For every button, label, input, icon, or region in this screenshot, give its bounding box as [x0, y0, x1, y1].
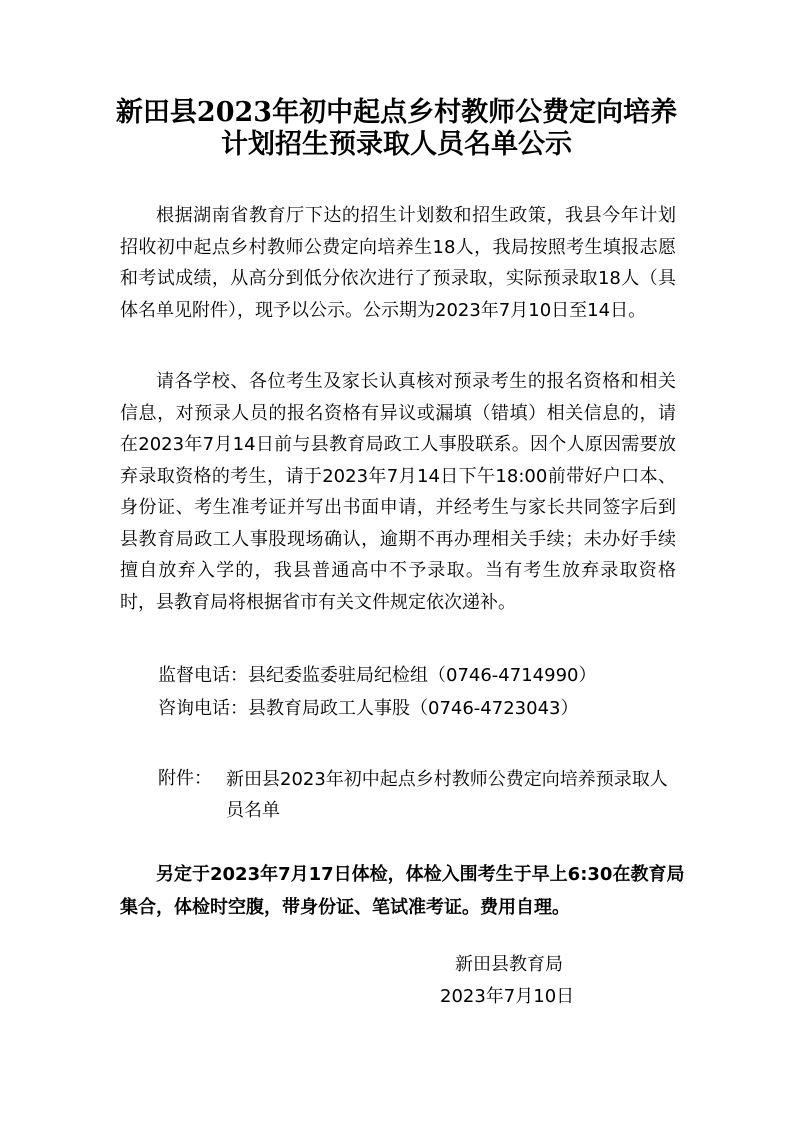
paragraph-announcement: 根据湖南省教育厅下达的招生计划数和招生政策，我县今年计划招收初中起点乡村教师公费定向培养生18人，我局按照考生填报志愿和考试成绩，从高分到低分依次进行了预录取，实际预录取18人（具体名单见附件），现予以公示。公示期为2023年7月10日至14日。 [120, 205, 676, 321]
physical-exam-notice: 另定于2023年7月17日体检，体检入围考生于早上6:30在教育局集合，体检时空腹，带身份证、笔试准考证。费用自理。 [120, 864, 685, 918]
document-title-line2: 计划招生预录取人员名单公示 [221, 129, 572, 160]
supervise-phone: 监督电话：县纪委监委驻局纪检组（0746-4714990） [158, 665, 597, 686]
paragraph-instructions: 请各学校、各位考生及家长认真核对预录考生的报名资格和相关信息，对预录人员的报名资格有异议或漏填（错填）相关信息的，请在2023年7月14日前与县教育局政工人事股联系。因个人原因需要放弃录取资格的考生，请于2023年7月14日下午18:00前带好户口本、身份证、考生准考证并写出书面申请，并经考生与家长共同签字后到县教育局政工人事股现场确认，逾期不再办理相关手续；未办好手续擅自放弃入学的，我县普通高中不予录取。当有考生放弃录取资格时，县教育局将根据省市有关文件规定依次递补。 [120, 371, 676, 613]
attachment-text: 新田县2023年初中起点乡村教师公费定向培养预录取人员名单 [226, 769, 668, 821]
consult-phone: 咨询电话：县教育局政工人事股（0746-4723043） [158, 698, 579, 719]
attachment-label: 附件： [158, 768, 212, 789]
document-title-line1: 新田县2023年初中起点乡村教师公费定向培养 [115, 97, 678, 128]
signature-organization: 新田县教育局 [455, 954, 563, 975]
signature-date: 2023年7月10日 [440, 986, 575, 1007]
